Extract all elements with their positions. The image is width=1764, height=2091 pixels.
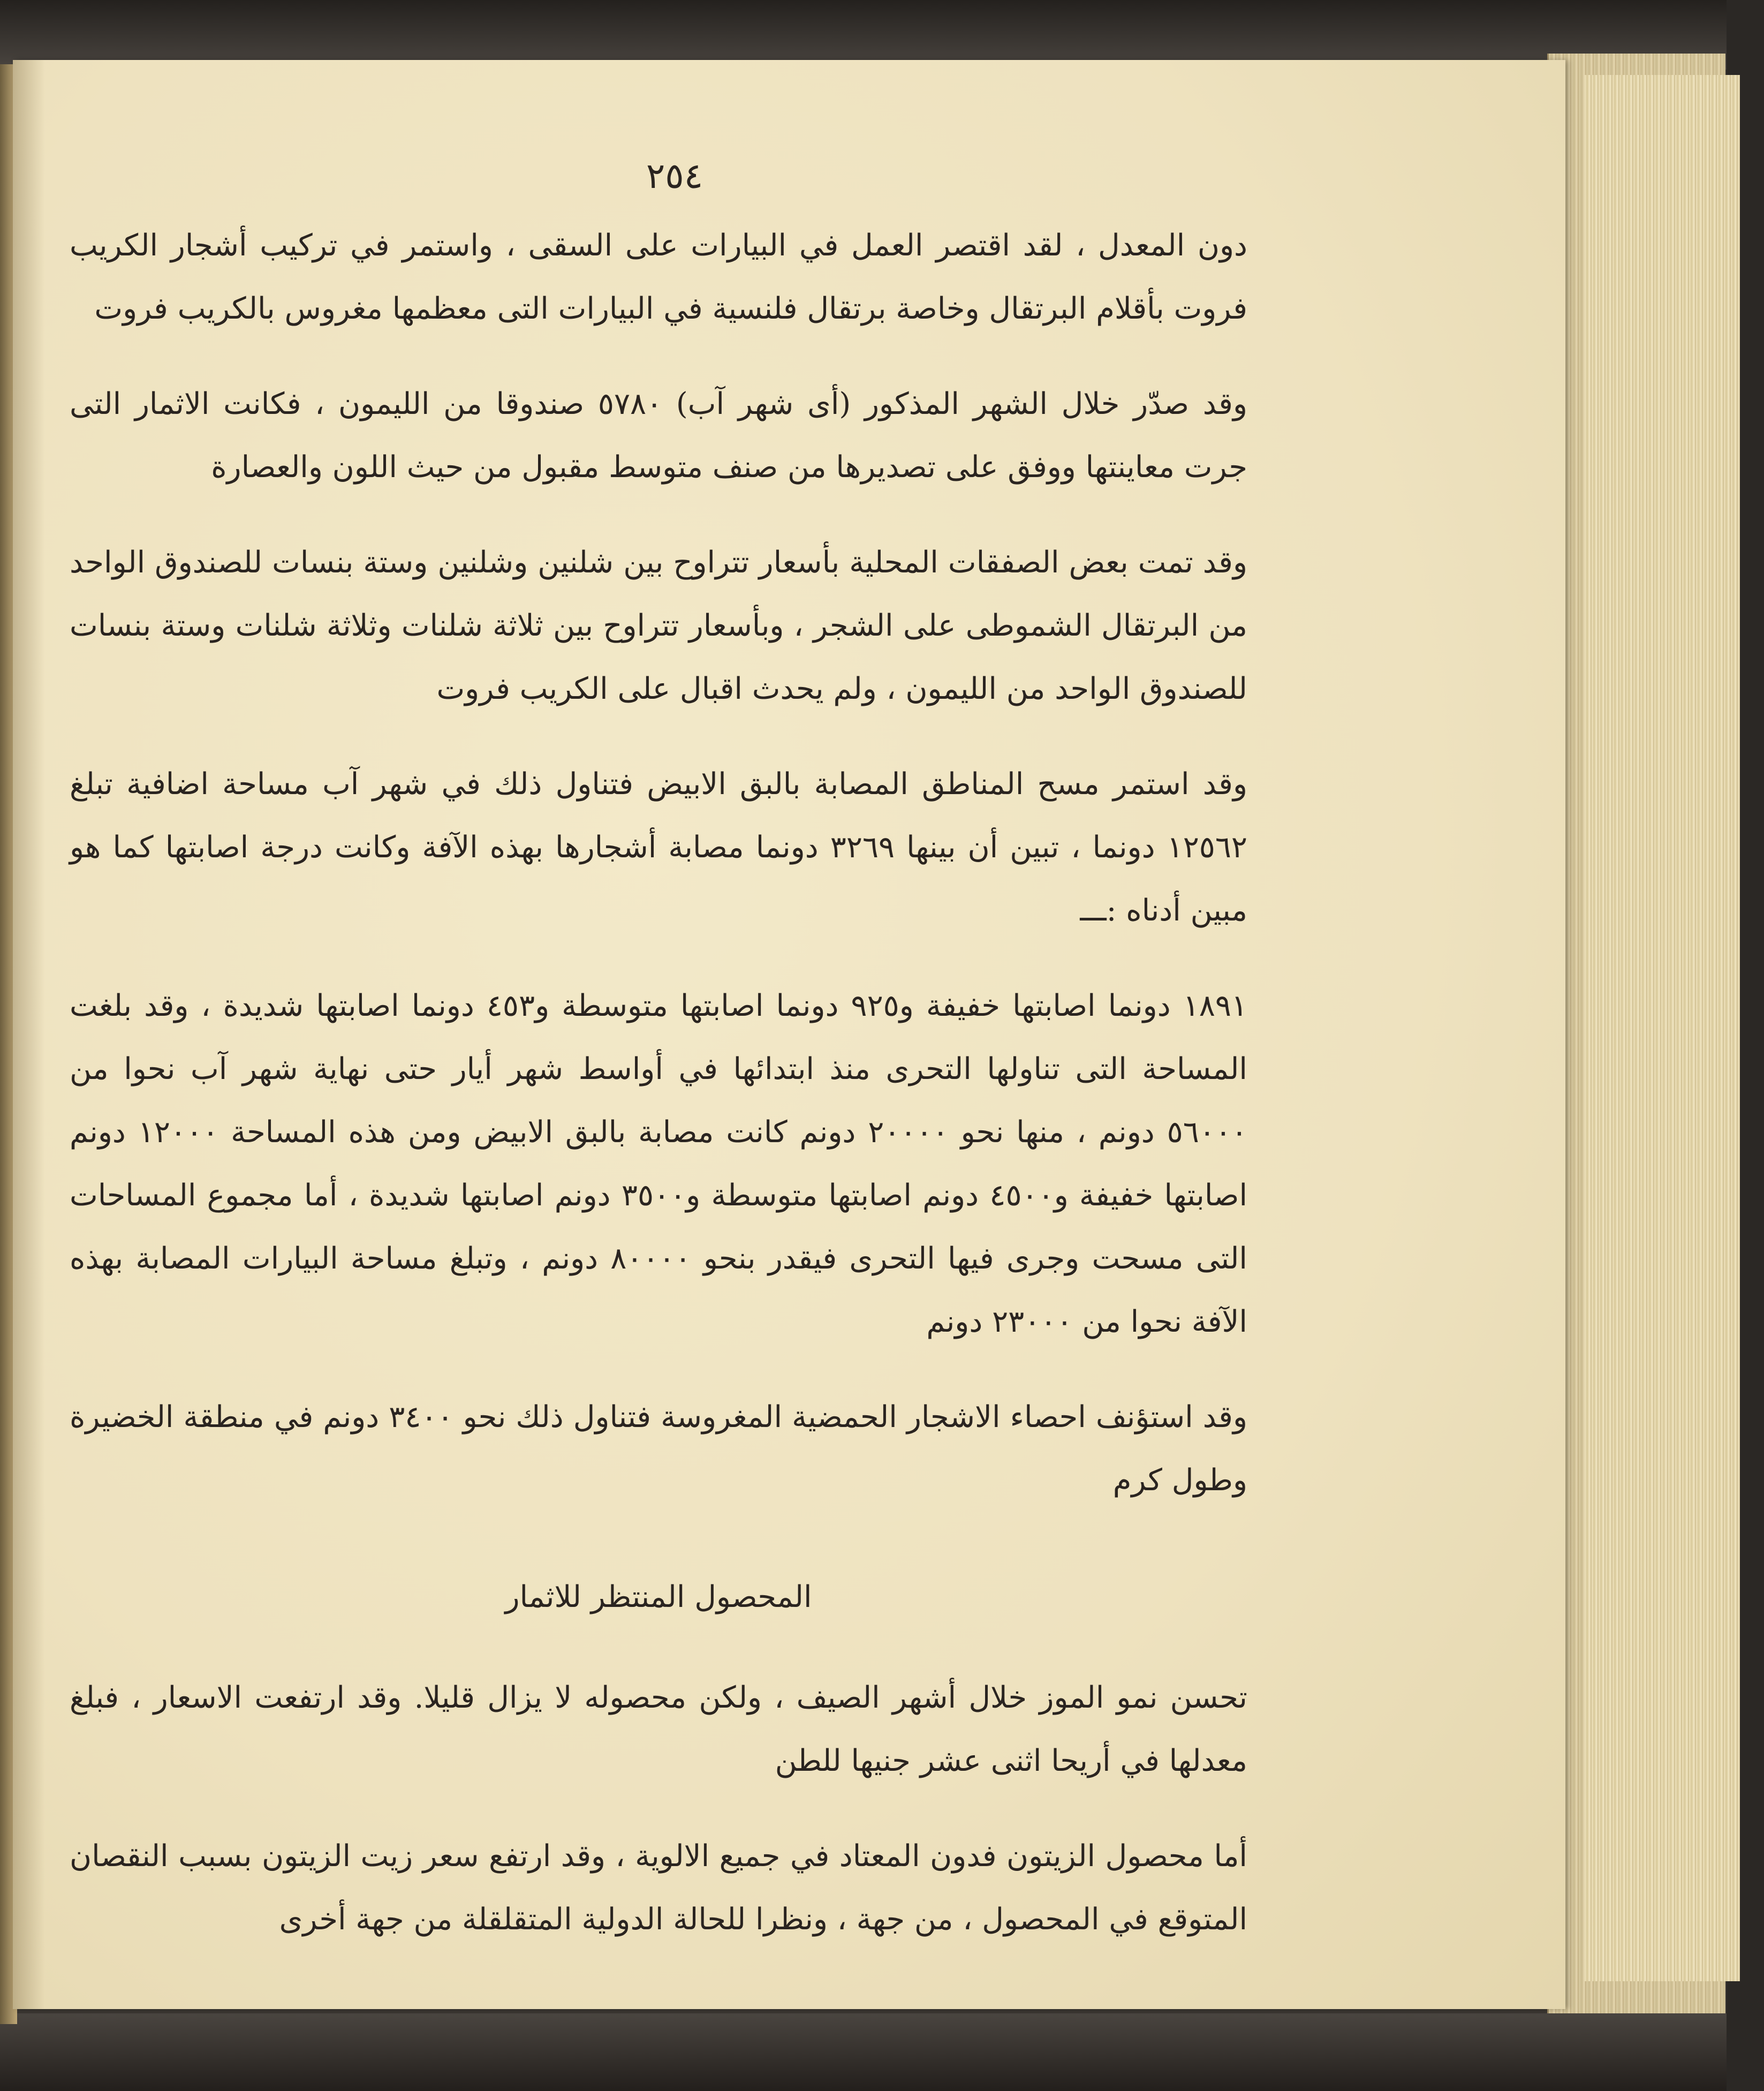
paragraph: وقد استؤنف احصاء الاشجار الحمضية المغروسة فتناول ذلك نحو ٣٤٠٠ دونم في منطقة الخضيرة وطول كرم [70,1400,1247,1498]
paragraph: وقد تمت بعض الصفقات المحلية بأسعار تتراوح بين شلنين وشلنين وستة بنسات للصندوق الواحد من البرتقال الشموطى على الشجر ، وبأسعار تتراوح بين ثلاثة شلنات وثلاثة شلنات وستة بنسات للصندوق الواحد من الليمون ، ولم يحدث اقبال على الكريب فروت [70,545,1247,706]
page-number: ٢٥٤ [646,155,703,197]
gutter-shadow [13,60,45,2009]
page-stack-edge [1585,75,1740,1981]
paragraph: وقد استمر مسح المناطق المصابة بالبق الابيض فتناول ذلك في شهر آب مساحة اضافية تبلغ ١٢٥٦٢ دونما ، تبين أن بينها ٣٢٦٩ دونما مصابة أشجارها بهذه الآفة وكانت درجة اصابتها كما هو مبين أدناه :ـــ [70,767,1247,928]
page-body [70,129,1247,1937]
paragraph: أما محصول الزيتون فدون المعتاد في جميع الالوية ، وقد ارتفع سعر زيت الزيتون بسبب النقصان المتوقع في المحصول ، من جهة ، ونظرا للحالة الدولية المتقلقلة من جهة أخرى [70,1839,1247,1937]
paragraph: ١٨٩١ دونما اصابتها خفيفة و٩٢٥ دونما اصابتها متوسطة و٤٥٣ دونما اصابتها شديدة ، وقد بلغت المساحة التى تناولها التحرى منذ ابتدائها في أواسط شهر أيار حتى نهاية شهر آب نحوا من ٥٦٠٠٠ دونم ، منها نحو ٢٠٠٠٠ دونم كانت مصابة بالبق الابيض ومن هذه المساحة ١٢٠٠٠ دونم اصابتها خفيفة و٤٥٠٠ دونم اصابتها متوسطة و٣٥٠٠ دونم اصابتها شديدة ، أما مجموع المساحات التى مسحت وجرى فيها التحرى فيقدر بنحو ٨٠٠٠٠ دونم ، وتبلغ مساحة البيارات المصابة بهذه الآفة نحوا من ٢٣٠٠٠ دونم [70,988,1247,1339]
book-cover-bottom [0,2013,1764,2091]
paragraph: تحسن نمو الموز خلال أشهر الصيف ، ولكن محصوله لا يزال قليلا. وقد ارتفعت الاسعار ، فبلغ معدلها في أريحا اثنى عشر جنيها للطن [70,1680,1247,1778]
paragraph: وقد صدّر خلال الشهر المذكور (أى شهر آب) ٥٧٨٠ صندوقا من الليمون ، فكانت الاثمار التى جرت معاينتها ووفق على تصديرها من صنف متوسط مقبول من حيث اللون والعصارة [70,387,1247,485]
section-heading: المحصول المنتظر للاثمار [505,1580,812,1614]
paragraph: دون المعدل ، لقد اقتصر العمل في البيارات على السقى ، واستمر في تركيب أشجار الكريب فروت بأقلام البرتقال وخاصة برتقال فلنسية في البيارات التى معظمها مغروس بالكريب فروت [70,228,1247,326]
book-cover-top [0,0,1764,70]
